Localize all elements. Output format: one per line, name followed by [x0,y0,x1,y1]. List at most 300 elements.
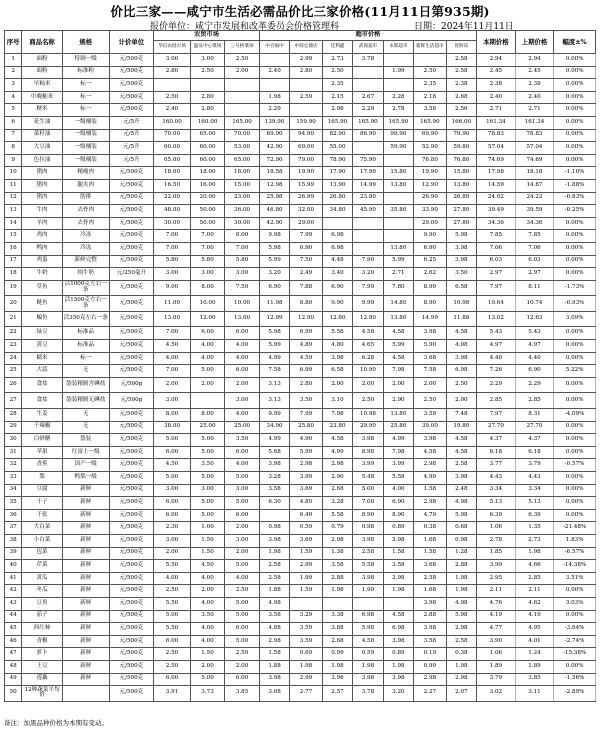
price-cell: 4.58 [414,446,446,459]
col-last-avg: 上期价格 [515,31,554,54]
row-change: 0.00% [554,434,596,447]
price-cell: 2.58 [353,547,383,560]
row-no: 25 [5,365,22,378]
row-no: 30 [5,434,22,447]
row-name: 食盐 [22,377,63,393]
price-cell: 4.99 [322,446,352,459]
row-spec: 新鲜 [62,660,109,673]
row-spec: 一级桶装 [62,142,109,155]
price-cell: 3.00 [154,484,191,497]
price-cell: 15.00 [225,179,260,192]
table-row [5,179,596,192]
price-cell: 3.00 [190,54,225,67]
price-cell: 3.50 [190,459,225,472]
row-name: 黄豆 [22,340,63,353]
price-cell: 18.00 [225,167,260,180]
price-cell: 2.80 [190,104,225,117]
price-cell: 2.00 [446,393,477,409]
row-name: 鲢鱼 [22,296,63,312]
row-last-avg: 1.35 [515,522,554,535]
row-this-avg: 5.13 [477,497,516,510]
table-row [5,91,596,104]
price-cell: 6.98 [383,623,413,636]
price-cell: 69.90 [414,129,446,142]
table-row [5,597,596,610]
table-row [5,205,596,218]
row-unit: 元/500克 [109,104,154,117]
price-cell: 13.80 [383,409,413,422]
price-cell: 2.67 [353,91,383,104]
row-spec: 去骨肉 [62,205,109,218]
row-this-avg: 1.85 [477,547,516,560]
row-name: 粳米 [22,104,63,117]
price-cell: 2.50 [225,54,260,67]
row-no: 16 [5,242,22,255]
price-cell: 1.98 [322,585,352,598]
price-cell: 2.98 [322,459,352,472]
row-last-avg: 18.18 [515,167,554,180]
row-change: 0.00% [554,377,596,393]
row-this-avg: 4.19 [477,610,516,623]
price-cell: 3.13 [259,393,289,409]
row-this-avg: 6.03 [477,255,516,268]
price-cell: 3.50 [190,610,225,623]
price-cell: 3.38 [322,610,352,623]
price-cell: 0.99 [322,648,352,661]
price-cell: 3.98 [259,673,289,686]
price-cell: 13.90 [322,179,352,192]
row-name: 鸡蛋 [22,255,63,268]
price-cell: 8.00 [190,280,225,296]
row-unit: 元/500克 [109,660,154,673]
price-cell: 2.90 [322,472,352,485]
row-last-avg: 2.11 [515,585,554,598]
row-last-avg: 57.04 [515,142,554,155]
price-cell: 7.58 [259,365,289,378]
price-cell: 2.98 [446,673,477,686]
price-cell: 3.98 [383,673,413,686]
row-name: 梨 [22,472,63,485]
price-cell: 7.50 [290,255,322,268]
price-cell: 25.80 [383,421,413,434]
price-cell: 5.58 [383,472,413,485]
price-cell: 1.98 [322,660,352,673]
price-cell: 7.99 [290,230,322,243]
price-cell: 2.88 [414,610,446,623]
row-no: 46 [5,635,22,648]
price-cell: 7.80 [383,280,413,296]
row-change: 0.00% [554,610,596,623]
price-cell: 2.00 [353,377,383,393]
row-spec: 新鲜 [62,597,109,610]
row-no: 12 [5,192,22,205]
price-cell: 2.98 [446,623,477,636]
price-cell: 2.98 [322,104,352,117]
price-cell: 5.00 [225,610,260,623]
row-unit: 元/500克 [109,352,154,365]
row-change: -1.10% [554,167,596,180]
price-cell: 12.00 [190,311,225,327]
table-row [5,660,596,673]
price-cell: 4.58 [446,434,477,447]
row-change: 0.00% [554,509,596,522]
price-cell: 8.99 [414,280,446,296]
price-cell [190,393,225,409]
row-no: 44 [5,610,22,623]
row-no: 2 [5,66,22,79]
row-change: -2.89% [554,686,596,702]
price-cell: 1.98 [353,660,383,673]
row-spec: 标准品 [62,327,109,340]
row-spec: 袋装精制无碘盐 [62,393,109,409]
row-last-avg: 74.69 [515,154,554,167]
row-spec: 新鲜 [62,610,109,623]
price-cell: 34.80 [322,205,352,218]
price-cell: 5.99 [290,446,322,459]
row-last-avg: 34.36 [515,217,554,230]
price-cell: 3.20 [383,686,413,702]
row-last-avg: 8.31 [515,409,554,422]
row-spec: 肋排 [62,192,109,205]
price-cell [414,54,446,67]
price-cell: 6.98 [353,610,383,623]
price-cell: 0.69 [290,648,322,661]
row-unit: 元/500克 [109,205,154,218]
row-last-avg: 6.90 [515,365,554,378]
price-cell: 18.58 [259,167,289,180]
price-cell: 3.00 [154,54,191,67]
row-name: 羊肉 [22,217,63,230]
price-cell: 2.00 [414,377,446,393]
price-cell: 19.90 [290,167,322,180]
row-this-avg: 2.71 [477,104,516,117]
row-no: 40 [5,560,22,573]
price-cell: 70.00 [225,129,260,142]
price-cell: 13.00 [225,311,260,327]
row-change: 3.09% [554,311,596,327]
row-name: 绿豆 [22,327,63,340]
page-title: 价比三家——咸宁市生活必需品价比三家价格(11月11日第935期) [110,4,490,19]
price-cell: 35.80 [383,205,413,218]
row-spec: 国产一级 [62,459,109,472]
price-cell: 2.73 [322,54,352,67]
price-cell: 3.00 [190,268,225,281]
row-name: 茄子 [22,610,63,623]
row-change: -3.64% [554,623,596,636]
price-cell: 17.90 [322,167,352,180]
price-cell: 5.98 [259,327,289,340]
price-cell: 2.71 [383,268,413,281]
price-cell: 4.99 [259,352,289,365]
price-cell: 7.00 [154,365,191,378]
price-cell: 10.00 [190,296,225,312]
price-cell: 15.80 [446,167,477,180]
row-no: 23 [5,340,22,353]
price-cell: 6.98 [446,365,477,378]
price-cell: 6.00 [154,673,191,686]
row-change: 0.00% [554,54,596,67]
row-last-avg: 1.98 [515,547,554,560]
price-cell: 34.90 [259,421,289,434]
price-cell: 7.00 [154,242,191,255]
price-cell: 6.99 [290,365,322,378]
row-this-avg: 7.26 [477,365,516,378]
price-cell: 53.00 [225,142,260,155]
price-cell: 3.98 [414,623,446,636]
row-no: 14 [5,217,22,230]
price-cell: 6.40 [290,509,322,522]
row-no: 31 [5,446,22,459]
price-cell: 5.50 [154,560,191,573]
price-cell: 4.00 [190,635,225,648]
price-cell [259,54,289,67]
price-cell: 3.00 [154,268,191,281]
row-spec: 新鲜 [62,522,109,535]
row-unit: 元/250毫升 [109,268,154,281]
price-cell: 159.90 [290,116,322,129]
price-cell: 5.98 [446,610,477,623]
price-cell: 3.50 [446,268,477,281]
price-cell: 9.00 [154,280,191,296]
row-this-avg: 3.34 [477,484,516,497]
row-spec: 冷冻 [62,242,109,255]
price-cell: 4.00 [190,572,225,585]
price-cell: 4.90 [290,434,322,447]
row-last-avg: 4.43 [515,472,554,485]
price-cell: 3.88 [322,623,352,636]
price-cell: 3.58 [383,560,413,573]
price-cell: 2.57 [322,686,352,702]
row-change: 0.00% [554,154,596,167]
row-this-avg: 17.98 [477,167,516,180]
row-this-avg: 4.40 [477,352,516,365]
price-cell: 7.00 [154,327,191,340]
price-cell: 2.18 [414,91,446,104]
row-this-avg: 3.77 [477,459,516,472]
price-cell: 3.69 [290,534,322,547]
row-name: 干子 [22,497,63,510]
table-row [5,79,596,92]
col-unit: 计价单位 [109,31,154,54]
row-unit: 元/500克 [109,296,154,312]
price-cell: 1.58 [414,484,446,497]
row-no: 21 [5,311,22,327]
table-row [5,572,596,585]
row-unit: 元/500克 [109,597,154,610]
table-row [5,610,596,623]
table-row [5,66,596,79]
table-row [5,585,596,598]
price-cell: 4.80 [290,497,322,510]
row-name: 莲藕 [22,673,63,686]
price-cell: 16.50 [154,179,191,192]
table-row [5,497,596,510]
price-cell [353,66,383,79]
price-cell: 25.80 [290,421,322,434]
price-cell: 3.29 [290,610,322,623]
price-cell [259,509,289,522]
price-cell: 7.98 [383,365,413,378]
row-no: 15 [5,230,22,243]
price-cell: 7.98 [322,409,352,422]
price-cell: 7.00 [353,497,383,510]
row-this-avg: 2.85 [477,393,516,409]
row-this-avg: 3.02 [477,686,516,702]
price-cell: 60.00 [190,154,225,167]
row-change: 0.00% [554,116,596,129]
row-no: 9 [5,154,22,167]
row-last-avg: 24.22 [515,192,554,205]
row-spec: 纯牛奶 [62,268,109,281]
table-row [5,167,596,180]
price-cell: 3.00 [154,534,191,547]
row-no: 20 [5,296,22,312]
price-cell: 3.98 [414,327,446,340]
row-name: 豆腐 [22,484,63,497]
price-cell [225,91,260,104]
price-cell: 0.89 [383,522,413,535]
row-last-avg: 4.95 [515,623,554,636]
row-name: 菜籽油 [22,129,63,142]
price-cell: 3.20 [353,268,383,281]
price-cell: 22.00 [154,192,191,205]
price-cell [383,597,413,610]
row-unit: 元/500克 [109,459,154,472]
table-row [5,280,596,296]
price-cell: 4.58 [353,327,383,340]
price-cell: 13.80 [446,179,477,192]
price-cell: 29.00 [290,217,322,230]
price-cell: 2.07 [446,686,477,702]
price-cell: 2.98 [383,534,413,547]
row-name: 包菜 [22,547,63,560]
row-no: 13 [5,205,22,218]
price-cell: 1.68 [414,534,446,547]
row-change: 0.00% [554,421,596,434]
col-store-2: 三号桥菜场 [225,41,260,54]
row-name: 苹果 [22,446,63,459]
price-cell: 160.00 [190,116,225,129]
price-cell: 2.27 [414,686,446,702]
row-last-avg: 78.83 [515,129,554,142]
row-last-avg: 8.11 [515,280,554,296]
table-row [5,434,596,447]
price-cell: 8.90 [353,509,383,522]
price-cell: 12.80 [353,311,383,327]
price-cell: 69.00 [290,142,322,155]
price-cell: 0.59 [290,522,322,535]
price-cell: 65.00 [190,129,225,142]
row-name: 鸭肉 [22,242,63,255]
row-this-avg: 7.85 [477,230,516,243]
row-change: -0.93% [554,296,596,312]
row-no: 24 [5,352,22,365]
row-this-avg: 2.95 [477,572,516,585]
row-spec: 一级桶装 [62,116,109,129]
row-last-avg: 7.06 [515,242,554,255]
price-cell: 2.98 [414,673,446,686]
row-spec: 新鲜 [62,484,109,497]
price-cell: 6.58 [446,280,477,296]
row-name: 色拉油 [22,154,63,167]
row-unit: 元/500g [109,393,154,409]
row-this-avg: 2.45 [477,66,516,79]
price-cell: 1.58 [414,547,446,560]
price-cell: 3.73 [190,686,225,702]
price-cell: 2.00 [225,66,260,79]
price-cell: 4.98 [446,597,477,610]
price-cell: 3.98 [353,572,383,585]
row-this-avg: 2.78 [477,534,516,547]
row-unit: 元/500克 [109,472,154,485]
price-cell [383,79,413,92]
row-name: 香蕉 [22,459,63,472]
row-change: -21.48% [554,522,596,535]
price-cell: 4.00 [225,340,260,353]
price-cell: 8.00 [225,230,260,243]
price-cell: 10.98 [353,409,383,422]
row-change: 0.00% [554,585,596,598]
row-unit: 元/5升 [109,116,154,129]
price-cell: 19.80 [446,421,477,434]
price-cell: 13.00 [154,311,191,327]
row-unit: 元/500克 [109,446,154,459]
price-table [4,30,596,702]
row-name: 花生油 [22,116,63,129]
price-cell: 3.99 [353,459,383,472]
price-cell: 2.77 [290,686,322,702]
price-cell: 26.99 [290,192,322,205]
price-cell: 4.98 [259,597,289,610]
row-name: 食盐 [22,393,63,409]
row-last-avg: 2.85 [515,572,554,585]
price-cell: 0.79 [322,522,352,535]
price-cell: 2.29 [259,104,289,117]
row-last-avg: 5.43 [515,327,554,340]
row-change: 0.00% [554,497,596,510]
row-no: 18 [5,268,22,281]
price-cell: 5.80 [225,255,260,268]
table-row [5,648,596,661]
price-cell: 25.00 [225,421,260,434]
price-cell [383,217,413,230]
price-cell: 5.58 [322,327,352,340]
row-no: 45 [5,623,22,636]
price-cell: 2.99 [290,673,322,686]
table-row [5,522,596,535]
row-no: 4 [5,91,22,104]
table-row [5,393,596,409]
row-change: 0.00% [554,268,596,281]
price-cell: 10.98 [446,296,477,312]
price-cell: 3.08 [259,686,289,702]
price-cell: 3.58 [322,560,352,573]
row-unit: 元/500克 [109,509,154,522]
col-store-3: 中百福中 [259,41,289,54]
row-last-avg: 2.85 [515,393,554,409]
price-cell [290,597,322,610]
row-no: 27 [5,393,22,409]
price-cell [353,230,383,243]
price-cell: 59.80 [446,142,477,155]
price-cell: 3.98 [446,255,477,268]
price-cell: 5.80 [190,255,225,268]
col-store-4: 中商仓储店 [290,41,322,54]
price-cell: 29.00 [414,217,446,230]
row-this-avg: 4.43 [477,472,516,485]
price-cell: 1.98 [383,585,413,598]
row-change: 0.00% [554,91,596,104]
